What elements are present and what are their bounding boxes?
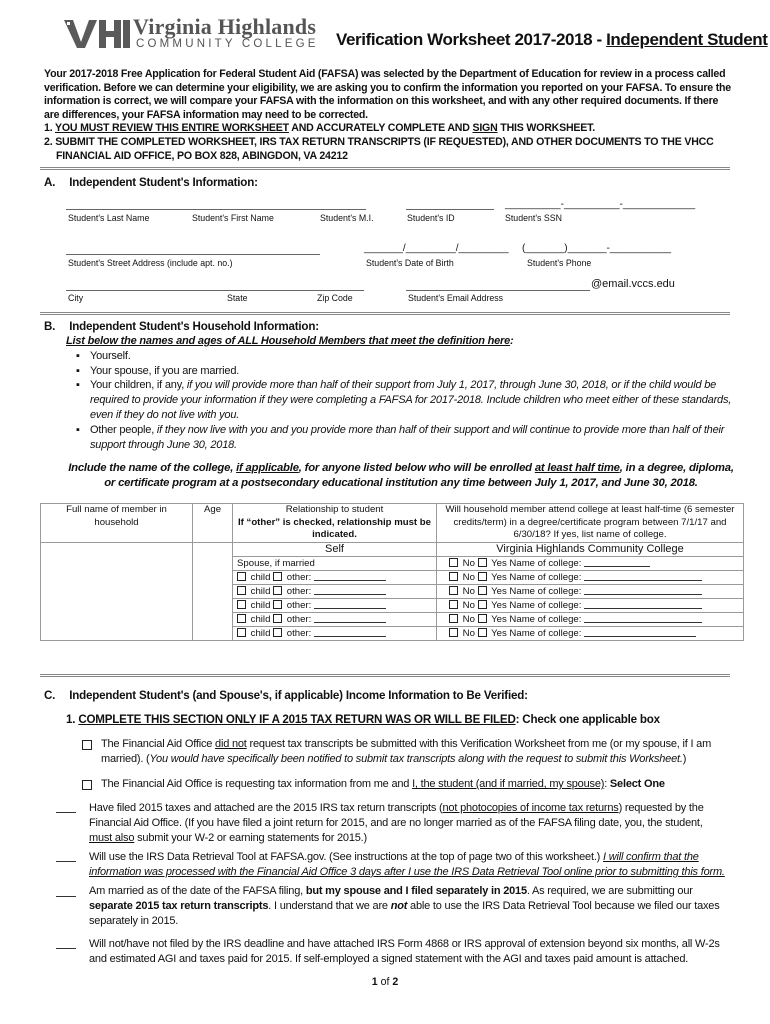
choice-4-blank[interactable] xyxy=(56,948,76,949)
logo-name: Virginia Highlands xyxy=(133,14,317,39)
checkbox[interactable] xyxy=(237,572,246,581)
bullet-spouse: ▪ Your spouse, if you are married. xyxy=(80,364,736,379)
relationship-row: child other: xyxy=(233,570,437,584)
relationship-row: child other: xyxy=(233,584,437,598)
step-2: 2. SUBMIT THE COMPLETED WORKSHEET, IRS TAX RETURN TRANSCRIPTS (IF REQUESTED), AND OTHER DOCUMENTS TO THE VHCC FINANCIAL AID OFFICE, PO BOX 828, ABINGDON, VA 24212 xyxy=(44,135,714,162)
last-name-label: Student's Last Name xyxy=(68,213,150,223)
dob-label: Student's Date of Birth xyxy=(366,258,454,268)
option-no-transcripts-checkbox[interactable] xyxy=(82,740,92,750)
divider xyxy=(40,167,730,170)
household-definition xyxy=(66,334,736,452)
street-label: Student's Street Address (include apt. no.) xyxy=(68,258,233,268)
state-label: State xyxy=(227,293,248,303)
email-domain: @email.vccs.edu xyxy=(591,278,675,290)
choice-irs-drt: Will use the IRS Data Retrieval Tool at FAFSA.gov. (See instructions at the top of page two of this worksheet.) I will confirm that the information was processed with the Financial Aid Office 3 days after I use the IRS Data Retrieval Tool online prior to submitting this form. xyxy=(89,851,725,878)
dob-line[interactable]: _______/_________/_________ xyxy=(364,243,509,254)
street-line[interactable] xyxy=(66,254,320,255)
checkbox[interactable] xyxy=(273,614,282,623)
ssn-label: Student's SSN xyxy=(505,213,562,223)
phone-line[interactable]: (_______)_______-___________ xyxy=(522,243,672,254)
relationship-row: child other: xyxy=(233,626,437,640)
self-college: Virginia Highlands Community College xyxy=(437,542,744,556)
col-age-header: Age xyxy=(193,504,233,543)
student-id-label: Student's ID xyxy=(407,213,455,223)
city-label: City xyxy=(68,293,84,303)
checkbox[interactable] xyxy=(449,586,458,595)
choice-filed-separately: Am married as of the date of the FAFSA filing, but my spouse and I filed separately in 2015. As required, we are submitting our separate 2015 tax return transcripts. I understand that we are not able to use the IRS Data Retrieval Tool because we filed our taxes separately in 2015. xyxy=(89,885,720,927)
college-row: No Yes Name of college: xyxy=(437,584,744,598)
checkbox[interactable] xyxy=(273,600,282,609)
checkbox[interactable] xyxy=(237,600,246,609)
checkbox[interactable] xyxy=(449,628,458,637)
zip-label: Zip Code xyxy=(317,293,353,303)
household-instruction: List below the names and ages of ALL Household Members that meet the definition here: xyxy=(66,335,514,347)
col-college-header: Will household member attend college at least half-time (6 semester credits/term) in a degree/certificate program between 7/1/17 and 6/30/18? If yes, list name of college. xyxy=(437,504,744,543)
spouse-relationship: Spouse, if married xyxy=(233,556,437,570)
choice-not-filed: Will not/have not filed by the IRS deadline and have attached IRS Form 4868 or IRS approval of extension beyond six months, all W-2s and estimated AGI and taxes paid for 2015. If self-employed a signed statement with the AGI and taxes paid amount is attached. xyxy=(89,938,720,965)
section-a-heading: A. Independent Student's Information: xyxy=(44,176,258,189)
checkbox[interactable] xyxy=(237,614,246,623)
phone-label: Student's Phone xyxy=(527,258,592,268)
option-tax-info: The Financial Aid Office is requesting tax information from me and I, the student (and if married, my spouse): Select One xyxy=(101,778,665,790)
include-college-note: Include the name of the college, if applicable, for anyone listed below who will be enrolled at least half time, in a degree, diploma, or certificate program at a postsecondary educational institution any time between July 1, 2017, and June 30, 2018. xyxy=(68,462,734,489)
checkbox[interactable] xyxy=(478,558,487,567)
bullet-other-people: ▪ Other people, if they now live with you and you provide more than half of their support and will continue to provide more than half of their support through June 30, 2018. xyxy=(80,423,736,453)
checkbox[interactable] xyxy=(237,586,246,595)
divider xyxy=(40,674,730,677)
checkbox[interactable] xyxy=(478,614,487,623)
choice-transcripts-attached: Have filed 2015 taxes and attached are the 2015 IRS tax return transcripts (not photocopies of income tax returns) requested by the Financial Aid Office. (If you have filed a joint return for 2015, and are no longer married as of the FAFSA filing date, you, the student, must also submit your W-2 or earning statements for 2015.) xyxy=(89,802,704,844)
option-no-transcripts: The Financial Aid Office did not request tax transcripts be submitted with this Verification Worksheet from me (or my spouse, if I am married). (You would have specifically been notified to submit tax transcripts along with the request to submit this Worksheet.) xyxy=(101,738,712,765)
college-row: No Yes Name of college: xyxy=(437,570,744,584)
email-label: Student's Email Address xyxy=(408,293,504,303)
checkbox[interactable] xyxy=(478,572,487,581)
relationship-row: child other: xyxy=(233,598,437,612)
page-title: Verification Worksheet 2017-2018 - Independent Student xyxy=(336,30,768,49)
college-row: No Yes Name of college: xyxy=(437,598,744,612)
first-name-label: Student's First Name xyxy=(192,213,274,223)
intro xyxy=(44,68,734,163)
bullet-yourself: ▪ Yourself. xyxy=(80,349,736,364)
checkbox[interactable] xyxy=(449,600,458,609)
choice-2-blank[interactable] xyxy=(56,861,76,862)
section-b-heading: B. Independent Student's Household Information: xyxy=(44,320,319,333)
email-line[interactable] xyxy=(406,290,590,291)
household-table xyxy=(40,503,744,641)
name-line[interactable] xyxy=(66,209,366,210)
checkbox[interactable] xyxy=(478,600,487,609)
section-c-subheading: 1. COMPLETE THIS SECTION ONLY IF A 2015 TAX RETURN WAS OR WILL BE FILED: Check one applicable box xyxy=(66,713,660,726)
checkbox[interactable] xyxy=(478,628,487,637)
page-number: 1 of 2 xyxy=(371,976,399,988)
checkbox[interactable] xyxy=(449,614,458,623)
step-1: 1. YOU MUST REVIEW THIS ENTIRE WORKSHEET AND ACCURATELY COMPLETE AND SIGN THIS WORKSHEET. xyxy=(44,122,596,135)
divider xyxy=(40,312,730,315)
checkbox[interactable] xyxy=(273,572,282,581)
relationship-row: child other: xyxy=(233,612,437,626)
self-relationship: Self xyxy=(233,542,437,556)
name-cell[interactable] xyxy=(41,542,193,640)
logo-subtitle: COMMUNITY COLLEGE xyxy=(136,38,319,50)
checkbox[interactable] xyxy=(449,558,458,567)
college-row: No Yes Name of college: xyxy=(437,612,744,626)
intro-paragraph: Your 2017-2018 Free Application for Federal Student Aid (FAFSA) was selected by the Department of Education for review in a process called verification. Before we can determine your eligibility, we are asking you to confirm the information you reported on your FAFSA. To ensure the information is correct, we will compare your FAFSA with the information on this worksheet, and with any other required documents. If there are differences, your FAFSA information may need to be corrected. xyxy=(44,68,731,121)
checkbox[interactable] xyxy=(478,586,487,595)
checkbox[interactable] xyxy=(449,572,458,581)
choice-1-blank[interactable] xyxy=(56,812,76,813)
col-name-header: Full name of member in household xyxy=(41,504,193,543)
checkbox[interactable] xyxy=(237,628,246,637)
bullet-children: ▪ Your children, if any, if you will provide more than half of their support from July 1, 2017, through June 30, 2018, or if the child would be required to provide your information if they were completing a FAFSA for 2017-2018. Include children who meet either of these standards, even if they do not live with you. xyxy=(80,378,736,422)
checkbox[interactable] xyxy=(273,628,282,637)
college-row: No Yes Name of college: xyxy=(437,556,744,570)
student-id-line[interactable] xyxy=(406,209,494,210)
age-cell[interactable] xyxy=(193,542,233,640)
checkbox[interactable] xyxy=(273,586,282,595)
choice-3-blank[interactable] xyxy=(56,896,76,897)
mi-label: Student's M.I. xyxy=(320,213,374,223)
col-relationship-header: Relationship to student If “other” is checked, relationship must be indicated. xyxy=(233,504,437,543)
option-tax-info-checkbox[interactable] xyxy=(82,780,92,790)
logo-mark xyxy=(64,16,130,50)
ssn-line[interactable]: __________-__________-_____________ xyxy=(505,199,696,210)
city-state-zip-line[interactable] xyxy=(66,290,364,291)
section-c-heading: C. Independent Student's (and Spouse's, if applicable) Income Information to Be Verified: xyxy=(44,689,528,702)
college-row: No Yes Name of college: xyxy=(437,626,744,640)
